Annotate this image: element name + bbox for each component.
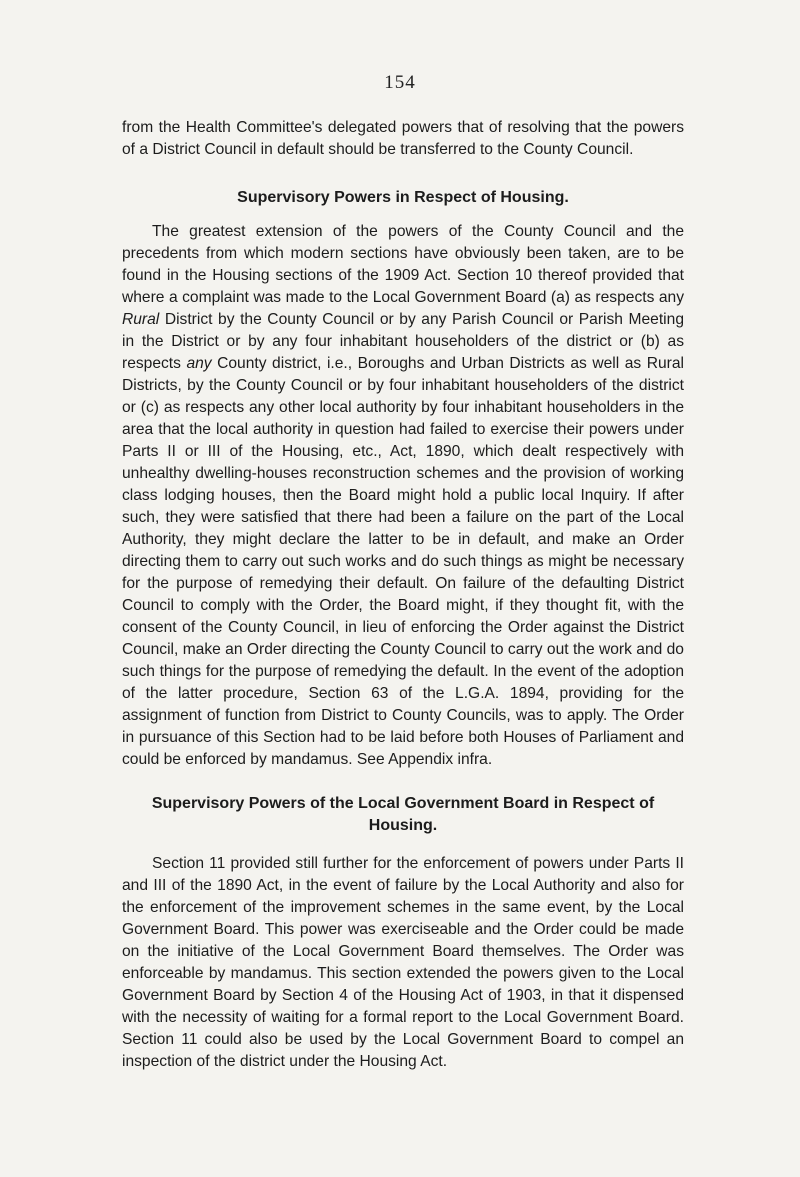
paragraph-text: The greatest extension of the powers of the County Council and the precedents from which modern sections have obviously been taken, are to be found in the Housing sections of the 1909 Act. Section 10 thereof provided that where a complaint was made to the Local Government Board (a) as respects any [122, 223, 684, 306]
paragraph-text: District by the County Council or by any Parish Council or Parish Meeting in the District or by any four inhabitant householders of the district or (b) as respects [122, 311, 684, 372]
section-heading-lgb-housing: Supervisory Powers of the Local Government Board in Respect of Housing. [151, 795, 655, 834]
intro-paragraph: from the Health Committee's delegated powers that of resolving that the powers of a District Council in default should be transferred to the County Council. [122, 119, 684, 158]
section-heading-housing: Supervisory Powers in Respect of Housing. [237, 189, 569, 206]
lgb-housing-paragraph: Section 11 provided still further for the enforcement of powers under Parts II and III of the 1890 Act, in the event of failure by the Local Authority and also for the enforcement of the improvement schemes in the same event, by the Local Government Board. This power was exerciseable and the Order could be made on the initiative of the Local Government Board themselves. The Order was enforceable by mandamus. This section extended the powers given to the Local Government Board by Section 4 of the Housing Act of 1903, in that it dispensed with the necessity of waiting for a formal report to the Local Government Board. Section 11 could also be used by the Local Government Board to compel an inspection of the district under the Housing Act. [122, 855, 684, 1070]
paragraph-text: County district, i.e., Boroughs and Urban Districts as well as Rural Districts, by the County Council or by four inhabitant householders of the district or (c) as respects any other local authority by four inhabitant householders in the area that the local authority in question had failed to exercise their powers under Parts II or III of the Housing, etc., Act, 1890, which dealt respectively with unhealthy dwelling-houses reconstruction schemes and the provision of working class lodging houses, then the Board might hold a public local Inquiry. If after such, they were satisfied that there had been a failure on the part of the Local Authority, they might declare the latter to be in default, and make an Order directing them to carry out such works and do such things as might be necessary for the purpose of remedying their default. On failure of the defaulting District Council to comply with the Order, the Board might, if they thought fit, with the consent of the County Council, in lieu of enforcing the Order against the District Council, make an Order directing the County Council to carry out the work and do such things for the purpose of remedying the default. In the event of the adoption of the latter procedure, Section 63 of the L.G.A. 1894, providing for the assignment of function from District to County Councils, was to apply. The Order in pursuance of this Section had to be laid before both Houses of Parliament and could be enforced by mandamus. See Appendix infra. [122, 355, 684, 768]
emphasis-rural: Rural [122, 311, 160, 328]
page-number: 154 [384, 72, 416, 93]
emphasis-any: any [186, 355, 212, 372]
housing-paragraph [122, 221, 684, 771]
page-content [122, 117, 684, 1073]
